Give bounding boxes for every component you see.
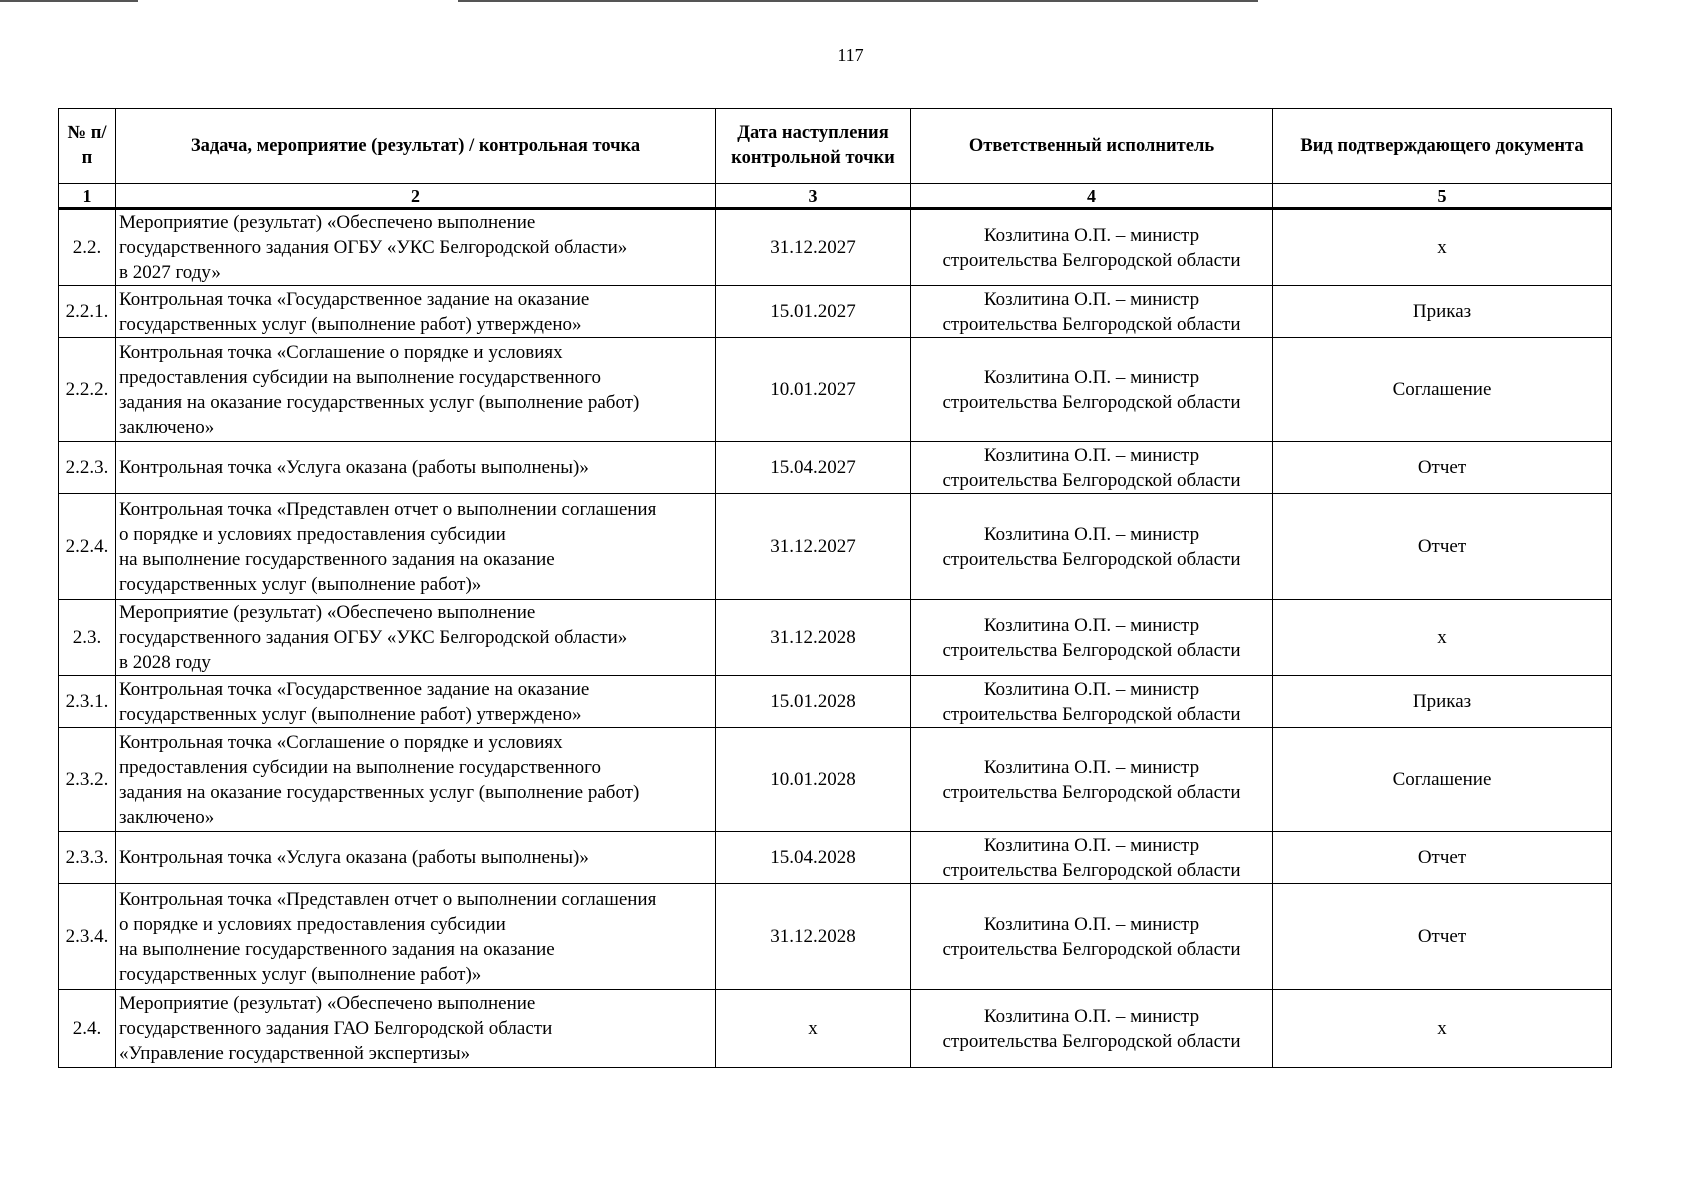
table-row [59,600,1612,676]
table-row [59,286,1612,338]
col-number: 1 [59,184,116,209]
row-executor: Козлитина О.П. – министр строительства Белгородской области [911,338,1273,442]
header-row [59,109,1612,184]
row-executor: Козлитина О.П. – министр строительства Белгородской области [911,600,1273,676]
col-number: 2 [116,184,716,209]
row-executor: Козлитина О.П. – министр строительства Белгородской области [911,286,1273,338]
row-task: Контрольная точка «Соглашение о порядке и условиях предоставления субсидии на выполнение государственного задания на оказание государственных услуг (выполнение работ) заключено» [116,728,716,832]
row-number: 2.3.4. [59,884,116,990]
row-number: 2.4. [59,990,116,1068]
page-number: 117 [837,45,864,65]
row-task: Мероприятие (результат) «Обеспечено выполнение государственного задания ОГБУ «УКС Белгородской области» в 2027 году» [116,209,716,286]
row-task: Мероприятие (результат) «Обеспечено выполнение государственного задания ГАО Белгородской области «Управление государственной экспертизы» [116,990,716,1068]
row-executor: Козлитина О.П. – министр строительства Белгородской области [911,676,1273,728]
table-row [59,676,1612,728]
row-document-type: Соглашение [1273,728,1612,832]
row-number: 2.3. [59,600,116,676]
row-executor: Козлитина О.П. – министр строительства Белгородской области [911,494,1273,600]
row-date: 15.04.2028 [716,832,911,884]
row-document-type: Отчет [1273,442,1612,494]
row-executor: Козлитина О.П. – министр строительства Белгородской области [911,209,1273,286]
row-task: Контрольная точка «Услуга оказана (работы выполнены)» [116,832,716,884]
scan-edge-center [458,0,1258,2]
row-number: 2.2. [59,209,116,286]
row-document-type: Приказ [1273,286,1612,338]
col-number: 5 [1273,184,1612,209]
column-number-row [59,184,1612,209]
row-document-type: Отчет [1273,884,1612,990]
col-number: 4 [911,184,1273,209]
row-date: 31.12.2028 [716,600,911,676]
row-task: Мероприятие (результат) «Обеспечено выполнение государственного задания ОГБУ «УКС Белгородской области» в 2028 году [116,600,716,676]
table-row [59,832,1612,884]
header-doc: Вид подтверждающего документа [1273,109,1612,184]
row-date: 10.01.2028 [716,728,911,832]
row-document-type: х [1273,600,1612,676]
row-date: 31.12.2027 [716,494,911,600]
header-num: № п/п [59,109,116,184]
row-document-type: Приказ [1273,676,1612,728]
row-date: 15.01.2027 [716,286,911,338]
row-executor: Козлитина О.П. – министр строительства Белгородской области [911,832,1273,884]
row-task: Контрольная точка «Услуга оказана (работы выполнены)» [116,442,716,494]
row-number: 2.2.4. [59,494,116,600]
row-executor: Козлитина О.П. – министр строительства Белгородской области [911,728,1273,832]
row-document-type: х [1273,209,1612,286]
row-number: 2.2.3. [59,442,116,494]
row-date: 10.01.2027 [716,338,911,442]
row-document-type: Отчет [1273,494,1612,600]
row-task: Контрольная точка «Представлен отчет о выполнении соглашения о порядке и условиях предоставления субсидии на выполнение государственного задания на оказание государственных услуг (выполнение работ)» [116,884,716,990]
row-date: х [716,990,911,1068]
row-date: 31.12.2028 [716,884,911,990]
table-row [59,884,1612,990]
row-number: 2.2.2. [59,338,116,442]
row-number: 2.2.1. [59,286,116,338]
row-number: 2.3.1. [59,676,116,728]
table-row [59,209,1612,286]
row-date: 15.01.2028 [716,676,911,728]
table-row [59,728,1612,832]
row-executor: Козлитина О.П. – министр строительства Белгородской области [911,990,1273,1068]
table-row [59,442,1612,494]
scan-edge-left [0,0,138,2]
row-document-type: х [1273,990,1612,1068]
row-number: 2.3.3. [59,832,116,884]
row-task: Контрольная точка «Государственное задание на оказание государственных услуг (выполнение работ) утверждено» [116,286,716,338]
row-executor: Козлитина О.П. – министр строительства Белгородской области [911,884,1273,990]
control-points-table [58,108,1612,1068]
header-task: Задача, мероприятие (результат) / контрольная точка [116,109,716,184]
row-date: 31.12.2027 [716,209,911,286]
header-date: Дата наступления контрольной точки [716,109,911,184]
table-row [59,494,1612,600]
row-date: 15.04.2027 [716,442,911,494]
row-executor: Козлитина О.П. – министр строительства Белгородской области [911,442,1273,494]
row-task: Контрольная точка «Соглашение о порядке и условиях предоставления субсидии на выполнение государственного задания на оказание государственных услуг (выполнение работ) заключено» [116,338,716,442]
header-executor: Ответственный исполнитель [911,109,1273,184]
table-row [59,338,1612,442]
row-number: 2.3.2. [59,728,116,832]
row-task: Контрольная точка «Представлен отчет о выполнении соглашения о порядке и условиях предоставления субсидии на выполнение государственного задания на оказание государственных услуг (выполнение работ)» [116,494,716,600]
row-document-type: Соглашение [1273,338,1612,442]
table-row [59,990,1612,1068]
row-document-type: Отчет [1273,832,1612,884]
row-task: Контрольная точка «Государственное задание на оказание государственных услуг (выполнение работ) утверждено» [116,676,716,728]
col-number: 3 [716,184,911,209]
